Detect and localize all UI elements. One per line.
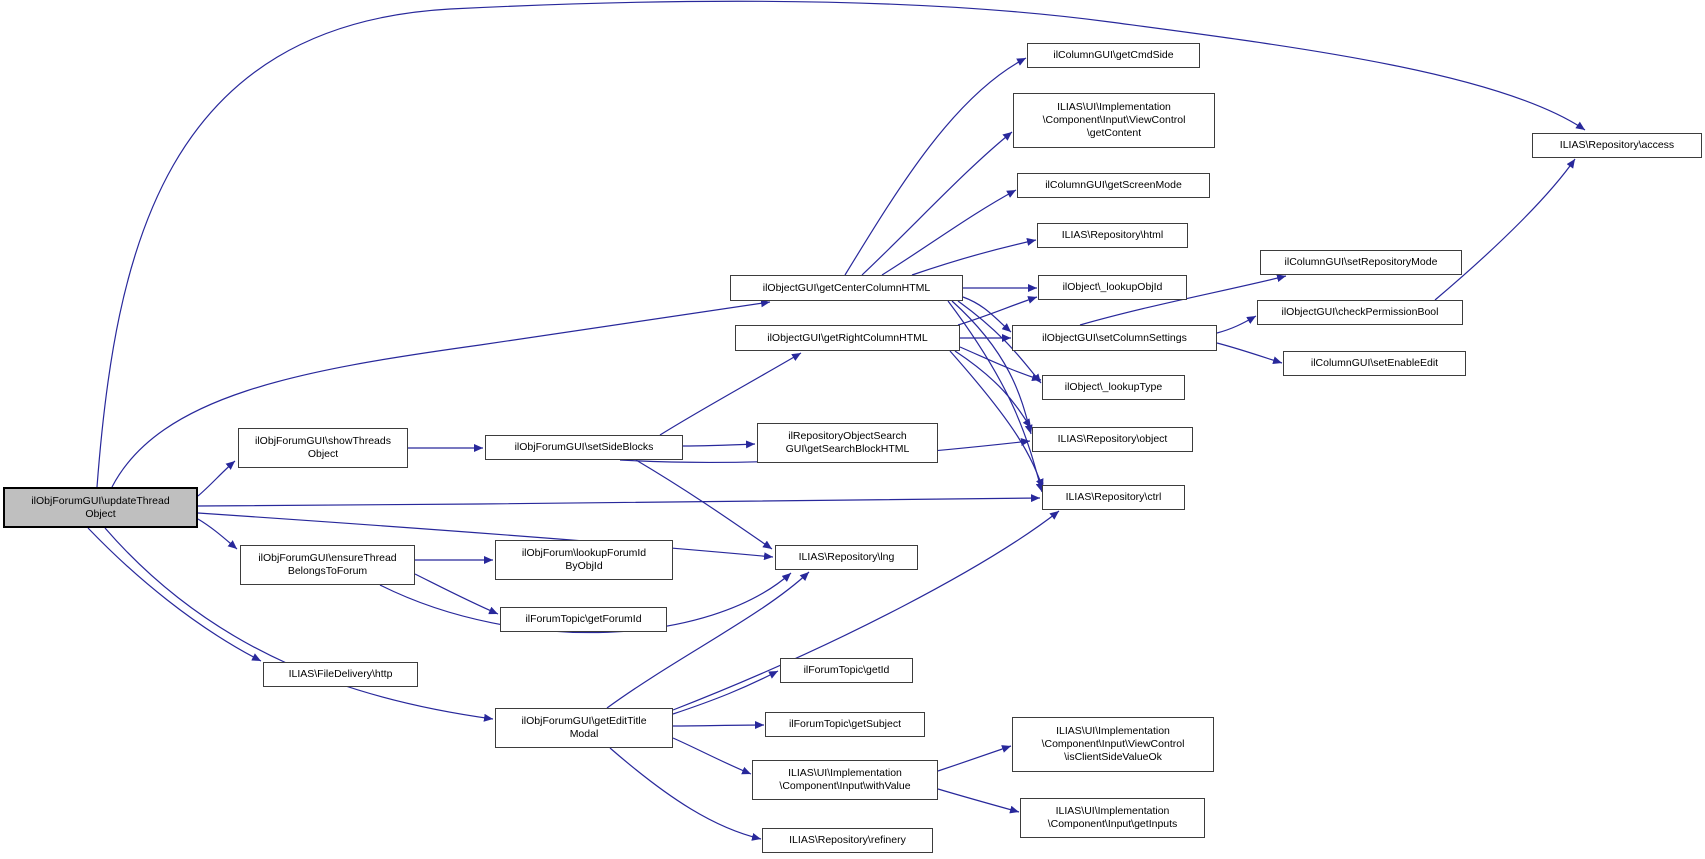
graph-node-label: \Component\Input\ViewControl [1041, 738, 1185, 750]
graph-node-http[interactable] [263, 662, 418, 687]
graph-node-access[interactable] [1532, 133, 1702, 158]
graph-node-label: ILIAS\Repository\lng [798, 551, 895, 563]
graph-node-getEditTitleModal[interactable] [495, 708, 673, 748]
graph-node-setSideBlocks[interactable] [485, 435, 683, 460]
graph-node-label: ILIAS\UI\Implementation [1055, 805, 1170, 817]
graph-node-getCenterColumnHTML[interactable] [730, 275, 963, 301]
graph-node-ensureThreadBelongsToForum[interactable] [240, 545, 415, 585]
graph-node-getSubject[interactable] [765, 712, 925, 737]
graph-node-label: ilObjForumGUI\showThreads [255, 435, 391, 447]
graph-node-getForumId[interactable] [500, 607, 667, 632]
graph-node-label: ilColumnGUI\getScreenMode [1045, 179, 1182, 191]
graph-node-label: ilColumnGUI\setRepositoryMode [1284, 256, 1438, 268]
graph-node-label: ILIAS\UI\Implementation [788, 767, 902, 779]
graph-node-label: ilObjForumGUI\ensureThread [258, 552, 397, 564]
graph-node-label: Object [307, 448, 339, 460]
graph-node-label: ilObjectGUI\getCenterColumnHTML [762, 281, 931, 294]
graph-node-label: Object [85, 507, 116, 520]
graph-node-label: \Component\Input\ViewControl [1042, 114, 1186, 126]
graph-node-lookupForumIdByObjId[interactable] [495, 540, 673, 580]
graph-node-getSearchBlockHTML[interactable] [757, 423, 938, 463]
graph-node-label: ILIAS\UI\Implementation [1056, 725, 1170, 737]
graph-node-showThreadsObject[interactable] [238, 428, 408, 468]
graph-node-label: ilColumnGUI\getCmdSide [1053, 49, 1174, 61]
graph-node-lookupObjId[interactable] [1038, 275, 1187, 300]
graph-node-label: ilObjectGUI\setColumnSettings [1042, 331, 1187, 344]
graph-node-setColumnSettings[interactable] [1012, 325, 1217, 351]
graph-node-label: ilForumTopic\getForumId [525, 613, 642, 625]
graph-node-getRightColumnHTML[interactable] [735, 325, 960, 351]
graph-node-label: ILIAS\Repository\access [1559, 139, 1675, 151]
graph-node-label: ilObjForumGUI\updateThread [31, 494, 170, 507]
graph-node-getId[interactable] [780, 658, 913, 683]
graph-node-object[interactable] [1032, 427, 1193, 452]
graph-node-getScreenMode[interactable] [1017, 173, 1210, 198]
graph-node-label: ilObjForumGUI\getEditTitle [521, 715, 647, 727]
graph-node-label: ILIAS\Repository\html [1061, 229, 1164, 241]
graph-node-label: BelongsToForum [287, 565, 368, 577]
graph-node-label: ILIAS\Repository\object [1057, 433, 1168, 445]
graph-node-label: \isClientSideValueOk [1064, 751, 1162, 763]
graph-node-updateThreadObject [3, 487, 198, 528]
graph-node-label: ilRepositoryObjectSearch [788, 430, 907, 442]
graph-node-refinery[interactable] [762, 828, 933, 853]
graph-node-label: ILIAS\FileDelivery\http [288, 668, 393, 680]
graph-node-setEnableEdit[interactable] [1283, 351, 1466, 376]
graph-node-label: \getContent [1086, 127, 1142, 139]
graph-node-label: Modal [569, 728, 599, 740]
graph-node-label: ilColumnGUI\setEnableEdit [1310, 357, 1439, 369]
graph-node-withValue[interactable] [752, 760, 938, 800]
graph-node-label: ilForumTopic\getId [803, 664, 890, 676]
graph-node-label: GUI\getSearchBlockHTML [785, 443, 910, 455]
graph-node-label: \Component\Input\withValue [779, 780, 911, 792]
graph-node-html[interactable] [1037, 223, 1188, 248]
graph-node-label: ilForumTopic\getSubject [788, 718, 902, 730]
graph-node-ctrl[interactable] [1042, 485, 1185, 510]
graph-node-label: ilObject\_lookupObjId [1062, 281, 1163, 293]
graph-node-label: ByObjId [565, 560, 603, 572]
graph-node-getInputs[interactable] [1020, 798, 1205, 838]
graph-node-label: ILIAS\Repository\refinery [789, 834, 906, 846]
graph-node-label: ILIAS\Repository\ctrl [1065, 491, 1162, 503]
graph-node-label: ILIAS\UI\Implementation [1057, 101, 1171, 113]
graph-node-label: ilObjectGUI\checkPermissionBool [1281, 306, 1439, 318]
graph-node-label: ilObjForum\lookupForumId [521, 547, 647, 559]
graph-node-label: ilObjectGUI\getRightColumnHTML [767, 331, 928, 344]
graph-node-getContent[interactable] [1013, 93, 1215, 148]
graph-node-setRepositoryMode[interactable] [1260, 250, 1462, 275]
graph-node-getCmdSide[interactable] [1027, 43, 1200, 68]
graph-node-label: \Component\Input\getInputs [1047, 818, 1178, 830]
graph-node-label: ilObject\_lookupType [1064, 381, 1163, 393]
graph-node-label: ilObjForumGUI\setSideBlocks [514, 441, 654, 453]
graph-node-checkPermissionBool[interactable] [1257, 300, 1463, 325]
graph-node-lng[interactable] [775, 545, 918, 570]
graph-node-isClientSideValueOk[interactable] [1012, 717, 1214, 772]
graph-node-lookupType[interactable] [1042, 375, 1185, 400]
